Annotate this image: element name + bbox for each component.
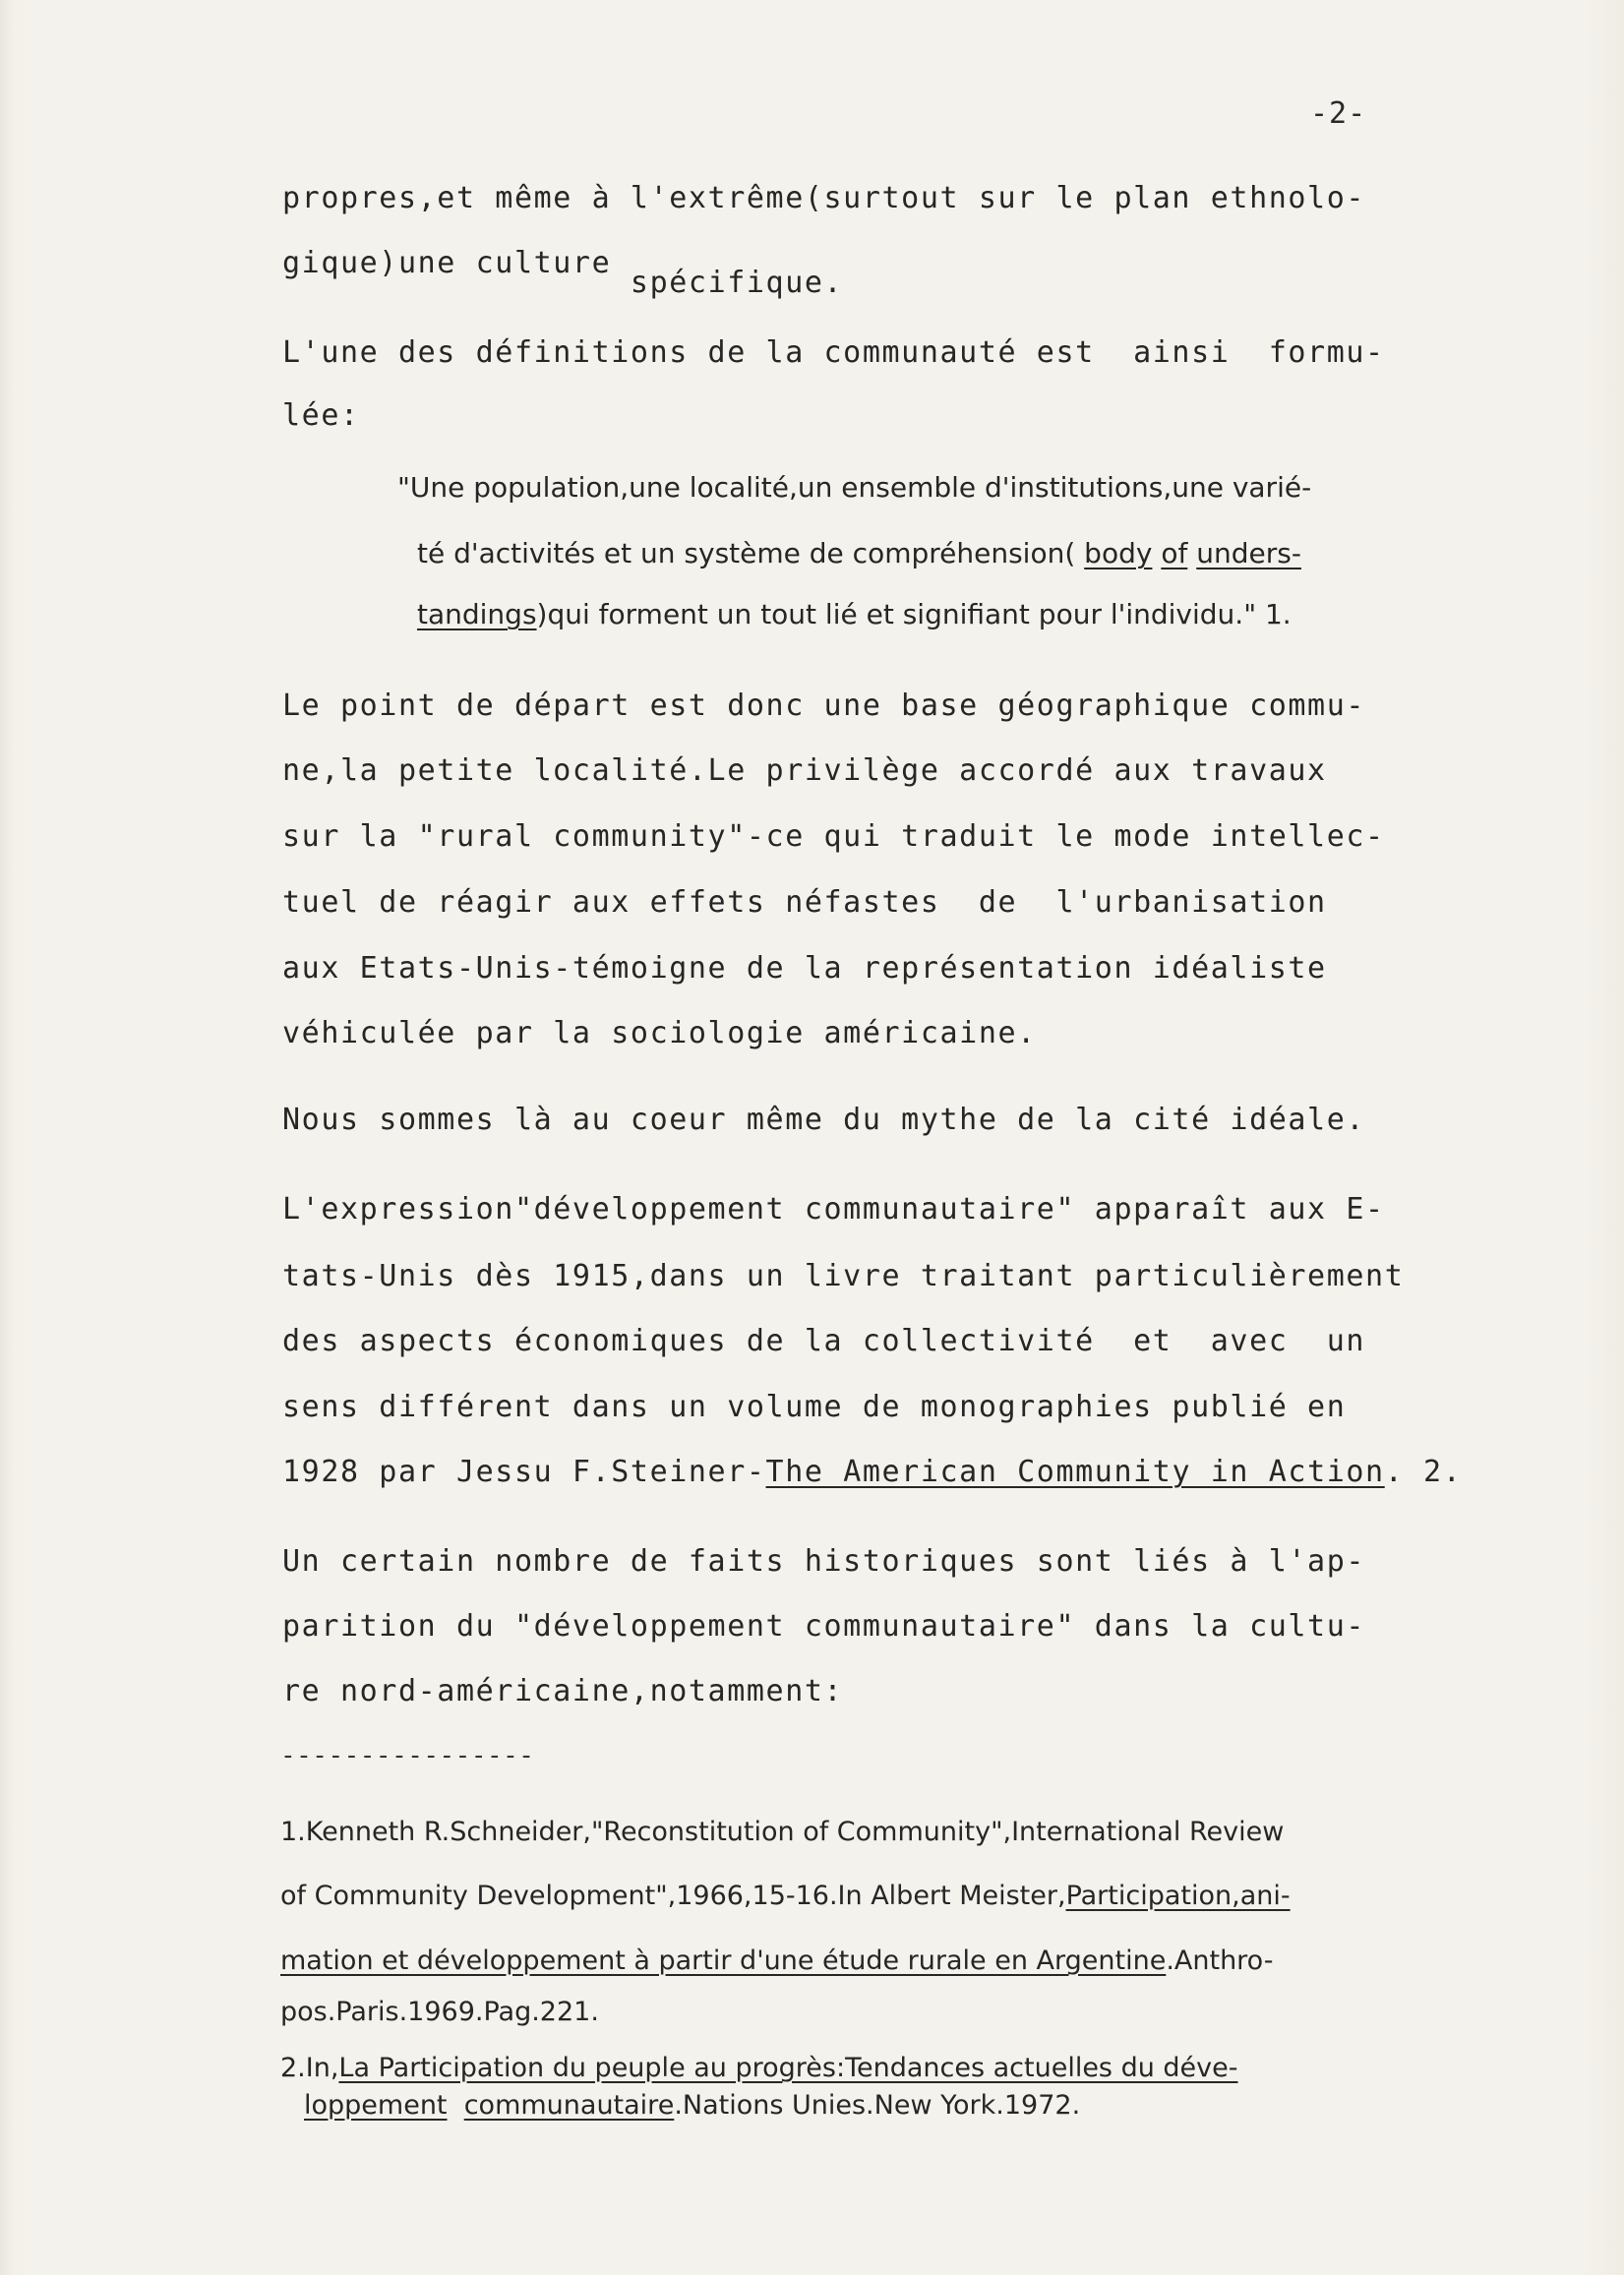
paragraph-3-line-6: véhiculée par la sociologie américaine. (282, 1016, 1037, 1050)
footnote-1-title-part-1: Participation,ani- (1065, 1881, 1291, 1911)
paragraph-3-line-2: ne,la petite localité.Le privilège accordé aux travaux (282, 753, 1327, 788)
footnote-2-line-1-text: 2.In, (280, 2053, 339, 2083)
paragraph-5-line-5 (282, 1455, 1462, 1489)
footnote-1-line-3-text: .Anthro- (1166, 1946, 1274, 1976)
footnote-1-line-3 (280, 1946, 1273, 1976)
paragraph-5-line-3: des aspects économiques de la collectivité et avec un (282, 1324, 1366, 1358)
footnote-1-line-2-text: of Community Development",1966,15-16.In Albert Meister, (280, 1881, 1066, 1911)
footnote-2-line-2-text: .Nations Unies.New York.1972. (674, 2090, 1081, 2121)
paragraph-5-line-5-text: 1928 par Jessu F.Steiner- (282, 1455, 766, 1489)
page-number: -2- (1310, 96, 1367, 131)
footnote-2-space (448, 2090, 464, 2121)
quote-line-2 (417, 537, 1301, 569)
quote-line-2-text: té d'activités et un système de compréhension( (417, 537, 1085, 569)
paragraph-3-line-3: sur la "rural community"-ce qui traduit le mode intellec- (282, 819, 1385, 854)
paragraph-1-line-2-text: gique)une culture (282, 246, 631, 280)
quote-underlined-tandings: tandings (417, 598, 537, 630)
paragraph-5-line-2: tats-Unis dès 1915,dans un livre traitant particulièrement (282, 1259, 1405, 1293)
quote-underlined-unders: unders- (1196, 537, 1301, 569)
footnote-1-title-part-2: mation et développement à partir d'une étude rurale en Argentine (280, 1946, 1167, 1976)
footnote-2-line-1 (280, 2053, 1238, 2083)
quote-space (1187, 537, 1196, 569)
paragraph-6-line-2: parition du "développement communautaire" dans la cultu- (282, 1609, 1366, 1644)
paragraph-6-line-3: re nord-américaine,notamment: (282, 1674, 844, 1708)
quote-underlined-body: body (1084, 537, 1153, 569)
quote-line-3-text: )qui forment un tout lié et signifiant pour l'individu." 1. (536, 598, 1292, 630)
footnote-divider: ---------------- (280, 1741, 535, 1770)
footnote-1-line-1: 1.Kenneth R.Schneider,"Reconstitution of Community",International Review (280, 1817, 1285, 1847)
paragraph-5-line-1: L'expression"développement communautaire" apparaît aux E- (282, 1192, 1385, 1227)
quote-space (1152, 537, 1161, 569)
footnote-2-line-2 (304, 2090, 1080, 2121)
paragraph-3-line-5: aux Etats-Unis-témoigne de la représentation idéaliste (282, 951, 1327, 986)
footnote-1-line-4: pos.Paris.1969.Pag.221. (280, 1997, 599, 2027)
paragraph-1-line-2 (282, 246, 844, 300)
footnote-ref-2: . 2. (1384, 1455, 1463, 1489)
quote-underlined-of: of (1161, 537, 1188, 569)
footnote-2-title-part-1: La Participation du peuple au progrès:Tendances actuelles du déve- (338, 2053, 1238, 2083)
footnote-1-line-2 (280, 1881, 1291, 1911)
paragraph-2-line-1: L'une des définitions de la communauté est ainsi formu- (282, 335, 1385, 370)
paragraph-4-line-1: Nous sommes là au coeur même du mythe de la cité idéale. (282, 1103, 1366, 1137)
book-title-american-community: The American Community in Action (765, 1455, 1385, 1489)
paragraph-2-line-2: lée: (282, 398, 360, 433)
paragraph-5-line-4: sens différent dans un volume de monographies publié en (282, 1390, 1347, 1424)
paragraph-3-line-4: tuel de réagir aux effets néfastes de l'urbanisation (282, 885, 1327, 920)
footnote-2-title-part-3: communautaire (463, 2090, 675, 2121)
paragraph-3-line-1: Le point de départ est donc une base géographique commu- (282, 688, 1366, 723)
quote-line-1: "Une population,une localité,un ensemble d'institutions,une varié- (397, 471, 1312, 504)
footnote-2-title-part-2: loppement (304, 2090, 448, 2121)
paragraph-1-line-2-inserted-word: spécifique. (630, 266, 844, 300)
quote-line-3 (417, 598, 1292, 630)
paragraph-6-line-1: Un certain nombre de faits historiques sont liés à l'ap- (282, 1544, 1366, 1579)
paragraph-1-line-1: propres,et même à l'extrême(surtout sur le plan ethnolo- (282, 181, 1366, 215)
